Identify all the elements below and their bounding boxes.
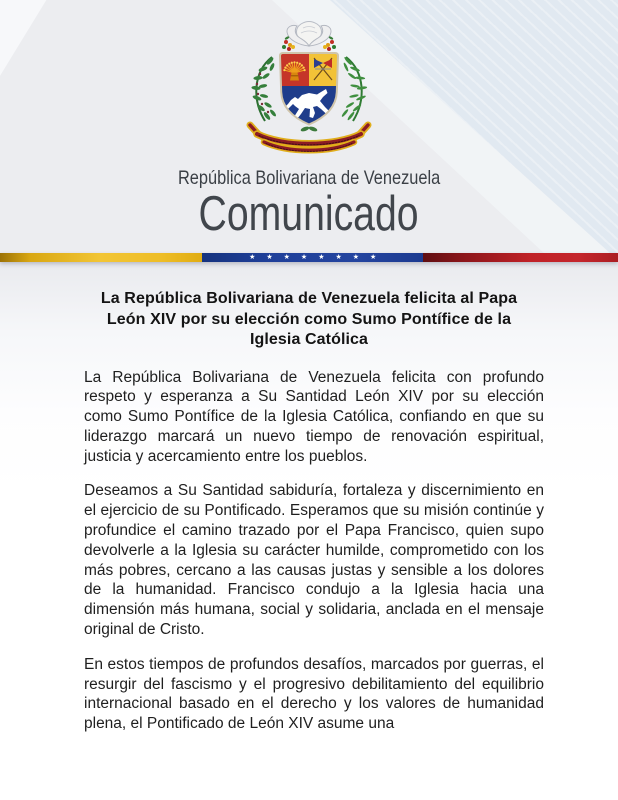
palm-branch bbox=[341, 56, 367, 121]
flag-star-icon: ★ bbox=[370, 253, 377, 261]
laurel-branch bbox=[251, 56, 277, 121]
flag-red-segment bbox=[423, 253, 618, 262]
flag-star-icon: ★ bbox=[283, 253, 290, 261]
flag-stripe bbox=[0, 253, 618, 262]
shield bbox=[280, 53, 338, 128]
paragraph-1: La República Bolivariana de Venezuela felicita con profundo respeto y esperanza a Su Santidad León XIV por su elección como Sumo Pontífice de la Iglesia Católica, confiando en que su liderazgo marcará un nuevo tiempo de renovación espiritual, justicia y acercamiento entre los pueblos. bbox=[84, 368, 544, 465]
flag-yellow-segment bbox=[0, 253, 202, 262]
headline: La República Bolivariana de Venezuela felicita al Papa León XIV por su elección como Sumo Pontífice de la Iglesia Católica bbox=[100, 290, 518, 348]
flag-star-icon: ★ bbox=[266, 253, 273, 261]
flag-stars bbox=[249, 254, 376, 262]
flag-star-icon: ★ bbox=[300, 253, 308, 261]
paragraph-3: En estos tiempos de profundos desafíos, marcados por guerras, el resurgir del fascismo y el progresivo debilitamiento del equilibrio internacional basado en el derecho y los valores de humanidad plena, el Pontificado de León XIV asume una bbox=[84, 655, 544, 733]
header-banner bbox=[0, 0, 618, 253]
cornucopias bbox=[282, 22, 336, 52]
ribbon bbox=[250, 125, 368, 151]
country-title bbox=[0, 167, 618, 189]
flag-blue-segment bbox=[202, 253, 423, 262]
flag-star-icon: ★ bbox=[335, 253, 342, 261]
paragraph-2: Deseamos a Su Santidad sabiduría, fortaleza y discernimiento en el ejercicio de su Pontificado. Esperamos que su misión continúe y profundice el camino trazado por el Papa Francisco, quien supo devolverle a la Iglesia su carácter humilde, comprometido con los más pobres, cercano a las causas justas y sensible a los dolores de la humanidad. Francisco condujo a la Iglesia hacia una dimensión más humana, social y solidaria, anclada en el mensaje original de Cristo. bbox=[84, 482, 544, 639]
paragraphs bbox=[0, 351, 618, 735]
flag-star-icon: ★ bbox=[352, 253, 360, 261]
venezuela-coat-of-arms-icon bbox=[243, 20, 375, 166]
flag-star-icon: ★ bbox=[249, 253, 256, 261]
country-title-text: República Bolivariana de Venezuela bbox=[177, 167, 441, 189]
flag-star-icon: ★ bbox=[318, 253, 325, 261]
communique-body bbox=[0, 262, 618, 800]
page-title-text: Comunicado bbox=[198, 187, 420, 241]
page-title bbox=[0, 188, 618, 240]
